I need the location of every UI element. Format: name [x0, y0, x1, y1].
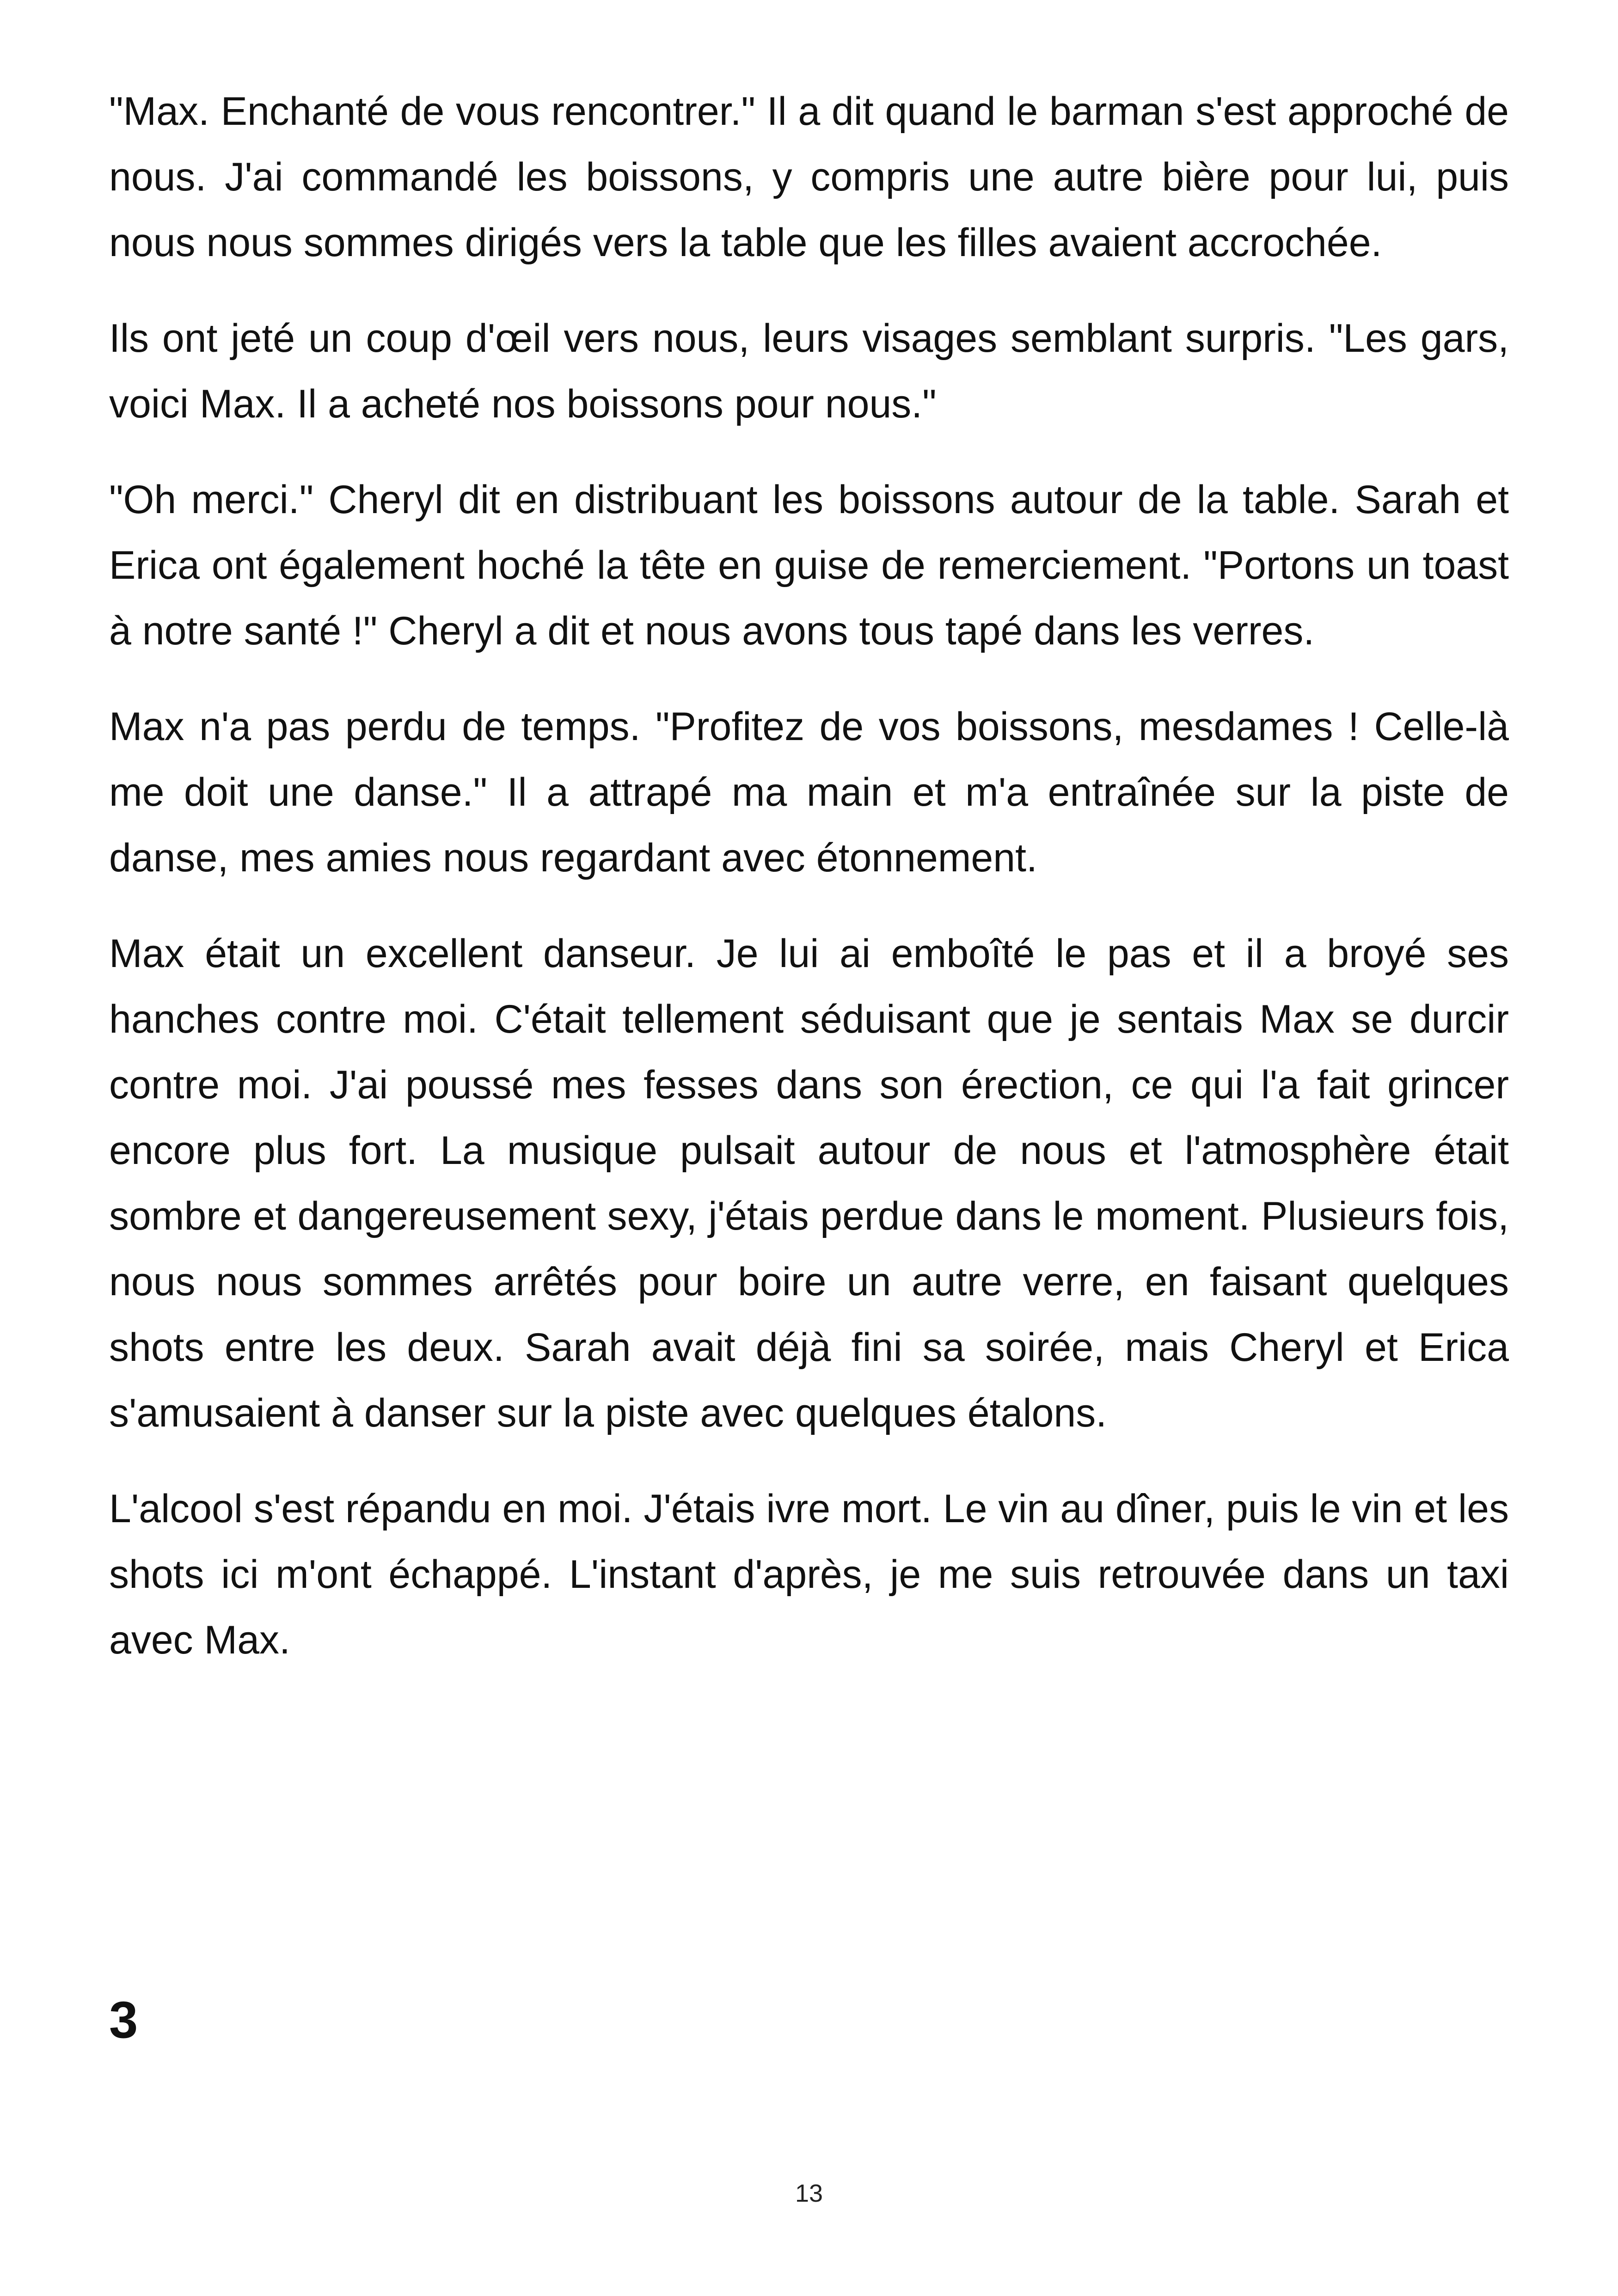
- page-number: 13: [795, 2180, 823, 2207]
- paragraph-1: "Max. Enchanté de vous rencontrer." Il a dit quand le barman s'est approché de nous. J'ai commandé les boissons, y compris une autre bière pour lui, puis nous nous sommes dirigés vers la table que les filles avaient accrochée.: [109, 89, 1509, 265]
- paragraph-6: L'alcool s'est répandu en moi. J'étais ivre mort. Le vin au dîner, puis le vin et les shots ici m'ont échappé. L'instant d'après, je me suis retrouvée dans un taxi avec Max.: [109, 1487, 1509, 1662]
- paragraph-5: Max était un excellent danseur. Je lui ai emboîté le pas et il a broyé ses hanches contre moi. C'était tellement séduisant que je sentais Max se durcir contre moi. J'ai poussé mes fesses dans son érection, ce qui l'a fait grincer encore plus fort. La musique pulsait autour de nous et l'atmosphère était sombre et dangereusement sexy, j'étais perdue dans le moment. Plusieurs fois, nous nous sommes arrêtés pour boire un autre verre, en faisant quelques shots entre les deux. Sarah avait déjà fini sa soirée, mais Cheryl et Erica s'amusaient à danser sur la piste avec quelques étalons.: [109, 931, 1509, 1435]
- chapter-heading: 3: [109, 1991, 138, 2049]
- paragraph-4: Max n'a pas perdu de temps. "Profitez de vos boissons, mesdames ! Celle-là me doit une danse." Il a attrapé ma main et m'a entraînée sur la piste de danse, mes amies nous regardant avec étonnement.: [109, 704, 1509, 880]
- body-text: [109, 79, 1509, 1703]
- paragraph-3: "Oh merci." Cheryl dit en distribuant les boissons autour de la table. Sarah et Erica ont également hoché la tête en guise de remerciement. "Portons un toast à notre santé !" Cheryl a dit et nous avons tous tapé dans les verres.: [109, 478, 1509, 653]
- paragraph-2: Ils ont jeté un coup d'œil vers nous, leurs visages semblant surpris. "Les gars, voici Max. Il a acheté nos boissons pour nous.": [109, 316, 1509, 426]
